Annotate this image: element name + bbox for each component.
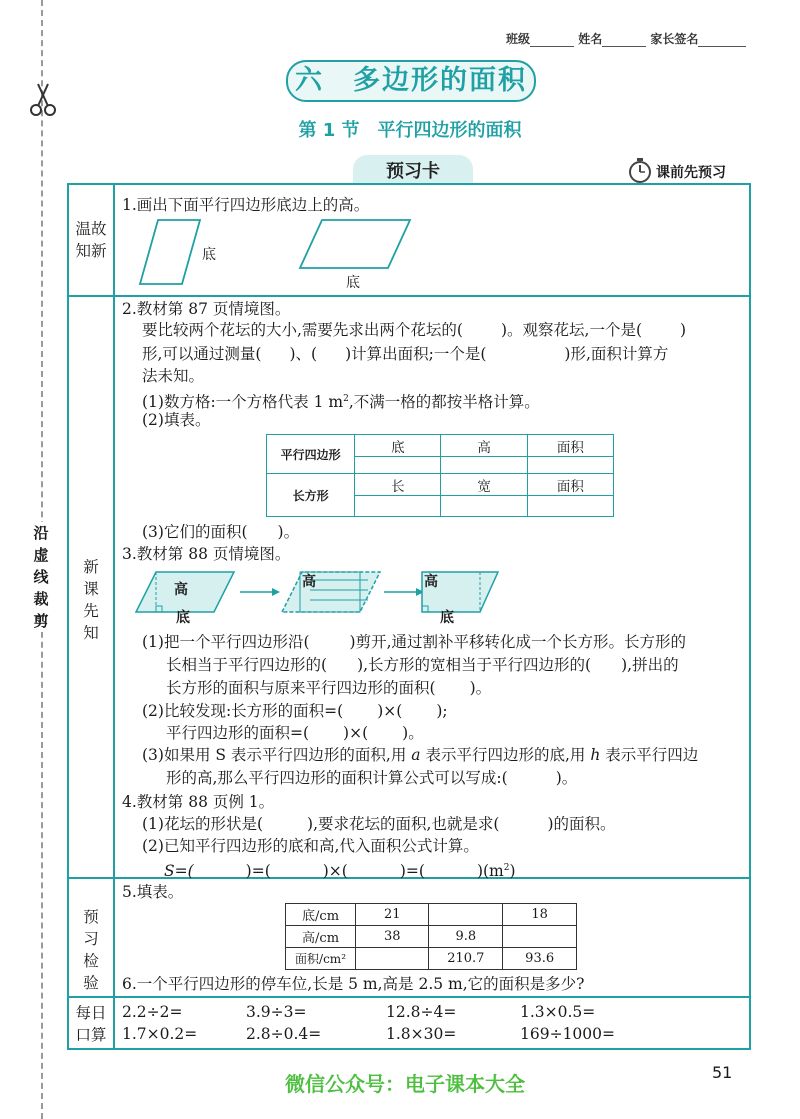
- q3-line-3: [166, 655, 679, 675]
- table-cell[interactable]: [356, 948, 429, 970]
- q2-line-3c: )计算出面积;一个是(: [345, 345, 487, 363]
- q3-line-2: [142, 632, 686, 652]
- label-line: 课: [83, 580, 99, 598]
- q2-line-4: 法未知。: [142, 367, 205, 385]
- q3-line-2b: )剪开,通过割补平移转化成一个长方形。长方形的: [349, 633, 686, 651]
- table-cell: 底/cm: [286, 904, 356, 926]
- q3-line-7c: 表示平行四边: [600, 746, 699, 764]
- q4-line-2b: ),要求花坛的面积,也就是求(: [307, 815, 500, 833]
- q2-line-3a: 形,可以通过测量(: [142, 345, 262, 363]
- q3-line-6b: )×(: [343, 724, 369, 742]
- q4-line-4c: )×(: [322, 862, 348, 881]
- q3-fig-label: 高: [174, 582, 188, 598]
- section-title: 第 1 节 平行四边形的面积: [298, 120, 522, 141]
- label-column-divider: [113, 185, 115, 1048]
- q2-line-2: [142, 320, 686, 340]
- q3-line-1: 3.教材第 88 页情境图。: [122, 545, 291, 563]
- table-cell: 210.7: [429, 948, 503, 970]
- q2-line-6: (2)填表。: [142, 411, 211, 429]
- q4-line-2c: )的面积。: [547, 815, 616, 833]
- q3-line-4: [166, 678, 491, 698]
- q4-line-4a: S=(: [164, 862, 194, 881]
- table-cell: 93.6: [503, 948, 577, 970]
- scissors-icon: [28, 82, 58, 118]
- table-cell[interactable]: [429, 904, 503, 926]
- table-cell: 平行四边形: [267, 435, 355, 474]
- q1-base-label-1: 底: [202, 247, 216, 263]
- daily-item: 2.2÷2=: [122, 1003, 183, 1021]
- q4-line-4: [164, 858, 516, 881]
- table-row: [286, 926, 577, 948]
- q5-line-1: 5.填表。: [122, 883, 184, 901]
- q3-line-3b: ),长方形的宽相当于平行四边形的(: [357, 656, 592, 674]
- table-cell: 长: [355, 474, 441, 496]
- q6-text: 6.一个平行四边形的停车位,长是 5 m,高是 2.5 m,它的面积是多少?: [122, 975, 585, 993]
- q2-line-7b: )。: [277, 523, 300, 541]
- label-line: 口算: [75, 1026, 107, 1044]
- table-cell: 长方形: [267, 474, 355, 517]
- table-cell: 底: [355, 435, 441, 457]
- q2-line-5: [142, 389, 540, 412]
- q1-text: 1.画出下面平行四边形底边上的高。: [122, 196, 370, 214]
- table-cell-blank[interactable]: [355, 457, 441, 474]
- q3-line-5c: );: [436, 702, 448, 720]
- q3-line-8: [166, 768, 577, 788]
- label-line: 每日: [75, 1004, 107, 1022]
- q2-line-1: 2.教材第 87 页情境图。: [122, 300, 291, 318]
- q2-fill-table: [266, 434, 614, 517]
- table-cell-blank[interactable]: [527, 496, 613, 517]
- q3-line-7: [142, 745, 698, 765]
- parent-sign-label: 家长签名: [650, 32, 699, 46]
- q3-line-4a: 长方形的面积与原来平行四边形的面积(: [166, 679, 436, 697]
- table-cell: 宽: [441, 474, 527, 496]
- q3-line-7a: (3)如果用 S 表示平行四边形的面积,用: [142, 746, 412, 764]
- daily-item: 1.3×0.5=: [520, 1003, 596, 1021]
- q3-line-8a: 形的高,那么平行四边形的面积计算公式可以写成:(: [166, 769, 508, 787]
- q4-line-4e: )(m: [476, 862, 504, 881]
- q3-line-8b: )。: [555, 769, 578, 787]
- q3-line-6a: 平行四边形的面积=(: [166, 724, 310, 742]
- daily-item: 169÷1000=: [520, 1025, 616, 1043]
- q4-line-1: 4.教材第 88 页例 1。: [122, 793, 275, 811]
- table-cell: 38: [356, 926, 429, 948]
- q3-line-6c: )。: [402, 724, 424, 742]
- label-line: 检: [83, 952, 99, 970]
- q4-line-4f: ): [509, 862, 516, 881]
- footer-watermark: 微信公众号：电子课本大全: [285, 1072, 525, 1096]
- q2-line-2b: )。观察花坛,一个是(: [500, 321, 643, 339]
- label-line: 新: [83, 558, 99, 576]
- q1-parallelogram-1: [140, 220, 200, 284]
- q3-line-7b: 表示平行四边形的底,用: [420, 746, 591, 764]
- table-row: [286, 948, 577, 970]
- table-cell: 面积: [527, 435, 613, 457]
- table-cell-blank[interactable]: [441, 457, 527, 474]
- daily-item: 2.8÷0.4=: [246, 1025, 322, 1043]
- name-label: 姓名: [578, 32, 603, 46]
- q3-line-5b: )×(: [377, 702, 403, 720]
- class-label: 班级: [506, 32, 531, 46]
- table-row: [267, 474, 614, 496]
- q3-fig-label: 高: [302, 574, 316, 590]
- fig-shifting: [282, 572, 380, 612]
- q2-line-5-sup: 2: [343, 394, 349, 404]
- label-line: 先: [83, 602, 99, 620]
- label-line: 验: [83, 974, 99, 992]
- label-line: 知: [83, 624, 99, 642]
- q2-line-3: [142, 344, 668, 364]
- label-line: 知新: [75, 242, 107, 260]
- q3-line-5a: (2)比较发现:长方形的面积=(: [142, 702, 344, 720]
- section-new-label: [69, 556, 113, 644]
- q2-line-3b: )、(: [289, 345, 318, 363]
- table-cell-blank[interactable]: [441, 496, 527, 517]
- q4-line-2: [142, 814, 616, 834]
- table-cell: 面积/cm²: [286, 948, 356, 970]
- var-a: a: [411, 746, 421, 764]
- q1-base-label-2: 底: [346, 275, 360, 291]
- page-number: 51: [712, 1063, 733, 1082]
- student-info: [506, 30, 746, 47]
- section-check-label: [69, 906, 113, 994]
- stopwatch-icon: [626, 156, 654, 184]
- q3-line-4b: )。: [469, 679, 492, 697]
- q4-line-4d: )=(: [399, 862, 425, 881]
- q3-line-3a: 长相当于平行四边形的(: [166, 656, 328, 674]
- q4-line-2a: (1)花坛的形状是(: [142, 815, 264, 833]
- section-daily-label: [69, 1002, 113, 1046]
- label-line: 习: [83, 930, 99, 948]
- table-cell: 18: [503, 904, 577, 926]
- divider-check: [67, 996, 751, 998]
- q2-line-5a: (1)数方格:一个方格代表 1 m: [142, 393, 344, 412]
- q3-line-2a: (1)把一个平行四边形沿(: [142, 633, 310, 651]
- q5-fill-table: [285, 903, 577, 970]
- q3-line-6: [166, 723, 424, 743]
- table-cell: 高/cm: [286, 926, 356, 948]
- q2-line-7: [142, 522, 299, 542]
- table-cell-blank[interactable]: [527, 457, 613, 474]
- daily-item: 12.8÷4=: [386, 1003, 457, 1021]
- q3-fig-label: 底: [440, 610, 454, 626]
- q3-line-3c: ),拼出的: [621, 656, 679, 674]
- table-row: [286, 904, 577, 926]
- table-cell: 9.8: [429, 926, 503, 948]
- q4-line-3: (2)已知平行四边形的底和高,代入面积公式计算。: [142, 837, 479, 855]
- card-title: 预习卡: [386, 161, 440, 182]
- q3-fig-label: 底: [176, 610, 190, 626]
- name-field[interactable]: [602, 34, 646, 47]
- table-row: [267, 435, 614, 457]
- table-cell: 面积: [527, 474, 613, 496]
- label-line: 预: [83, 908, 99, 926]
- q2-line-3d: )形,面积计算方: [564, 345, 669, 363]
- q1-parallelograms: [134, 216, 424, 288]
- q2-line-7a: (3)它们的面积(: [142, 523, 248, 541]
- var-h: h: [590, 746, 601, 764]
- preview-tag: 课前先预习: [656, 165, 726, 181]
- q2-line-5b: ,不满一格的都按半格计算。: [348, 393, 540, 412]
- table-cell-blank[interactable]: [355, 496, 441, 517]
- divider-review: [67, 295, 751, 297]
- table-cell: 高: [441, 435, 527, 457]
- table-cell[interactable]: [503, 926, 577, 948]
- q1-parallelogram-2: [300, 220, 410, 268]
- q4-line-4b: )=(: [245, 862, 271, 881]
- section-review-label: [69, 218, 113, 262]
- daily-item: 1.7×0.2=: [122, 1025, 198, 1043]
- class-field[interactable]: [530, 34, 574, 47]
- q2-line-2a: 要比较两个花坛的大小,需要先求出两个花坛的(: [142, 321, 463, 339]
- parent-sign-field[interactable]: [698, 34, 746, 47]
- cut-instruction: 沿虚线裁剪: [31, 522, 51, 632]
- q4-sup: 2: [503, 863, 510, 873]
- q2-line-2c: ): [680, 321, 687, 339]
- q3-line-5: [142, 701, 448, 721]
- daily-item: 1.8×30=: [386, 1025, 457, 1043]
- q3-fig-label: 高: [424, 574, 438, 590]
- unit-title: 六 多边形的面积: [295, 65, 527, 96]
- label-line: 温故: [75, 220, 107, 238]
- daily-item: 3.9÷3=: [246, 1003, 307, 1021]
- table-cell: 21: [356, 904, 429, 926]
